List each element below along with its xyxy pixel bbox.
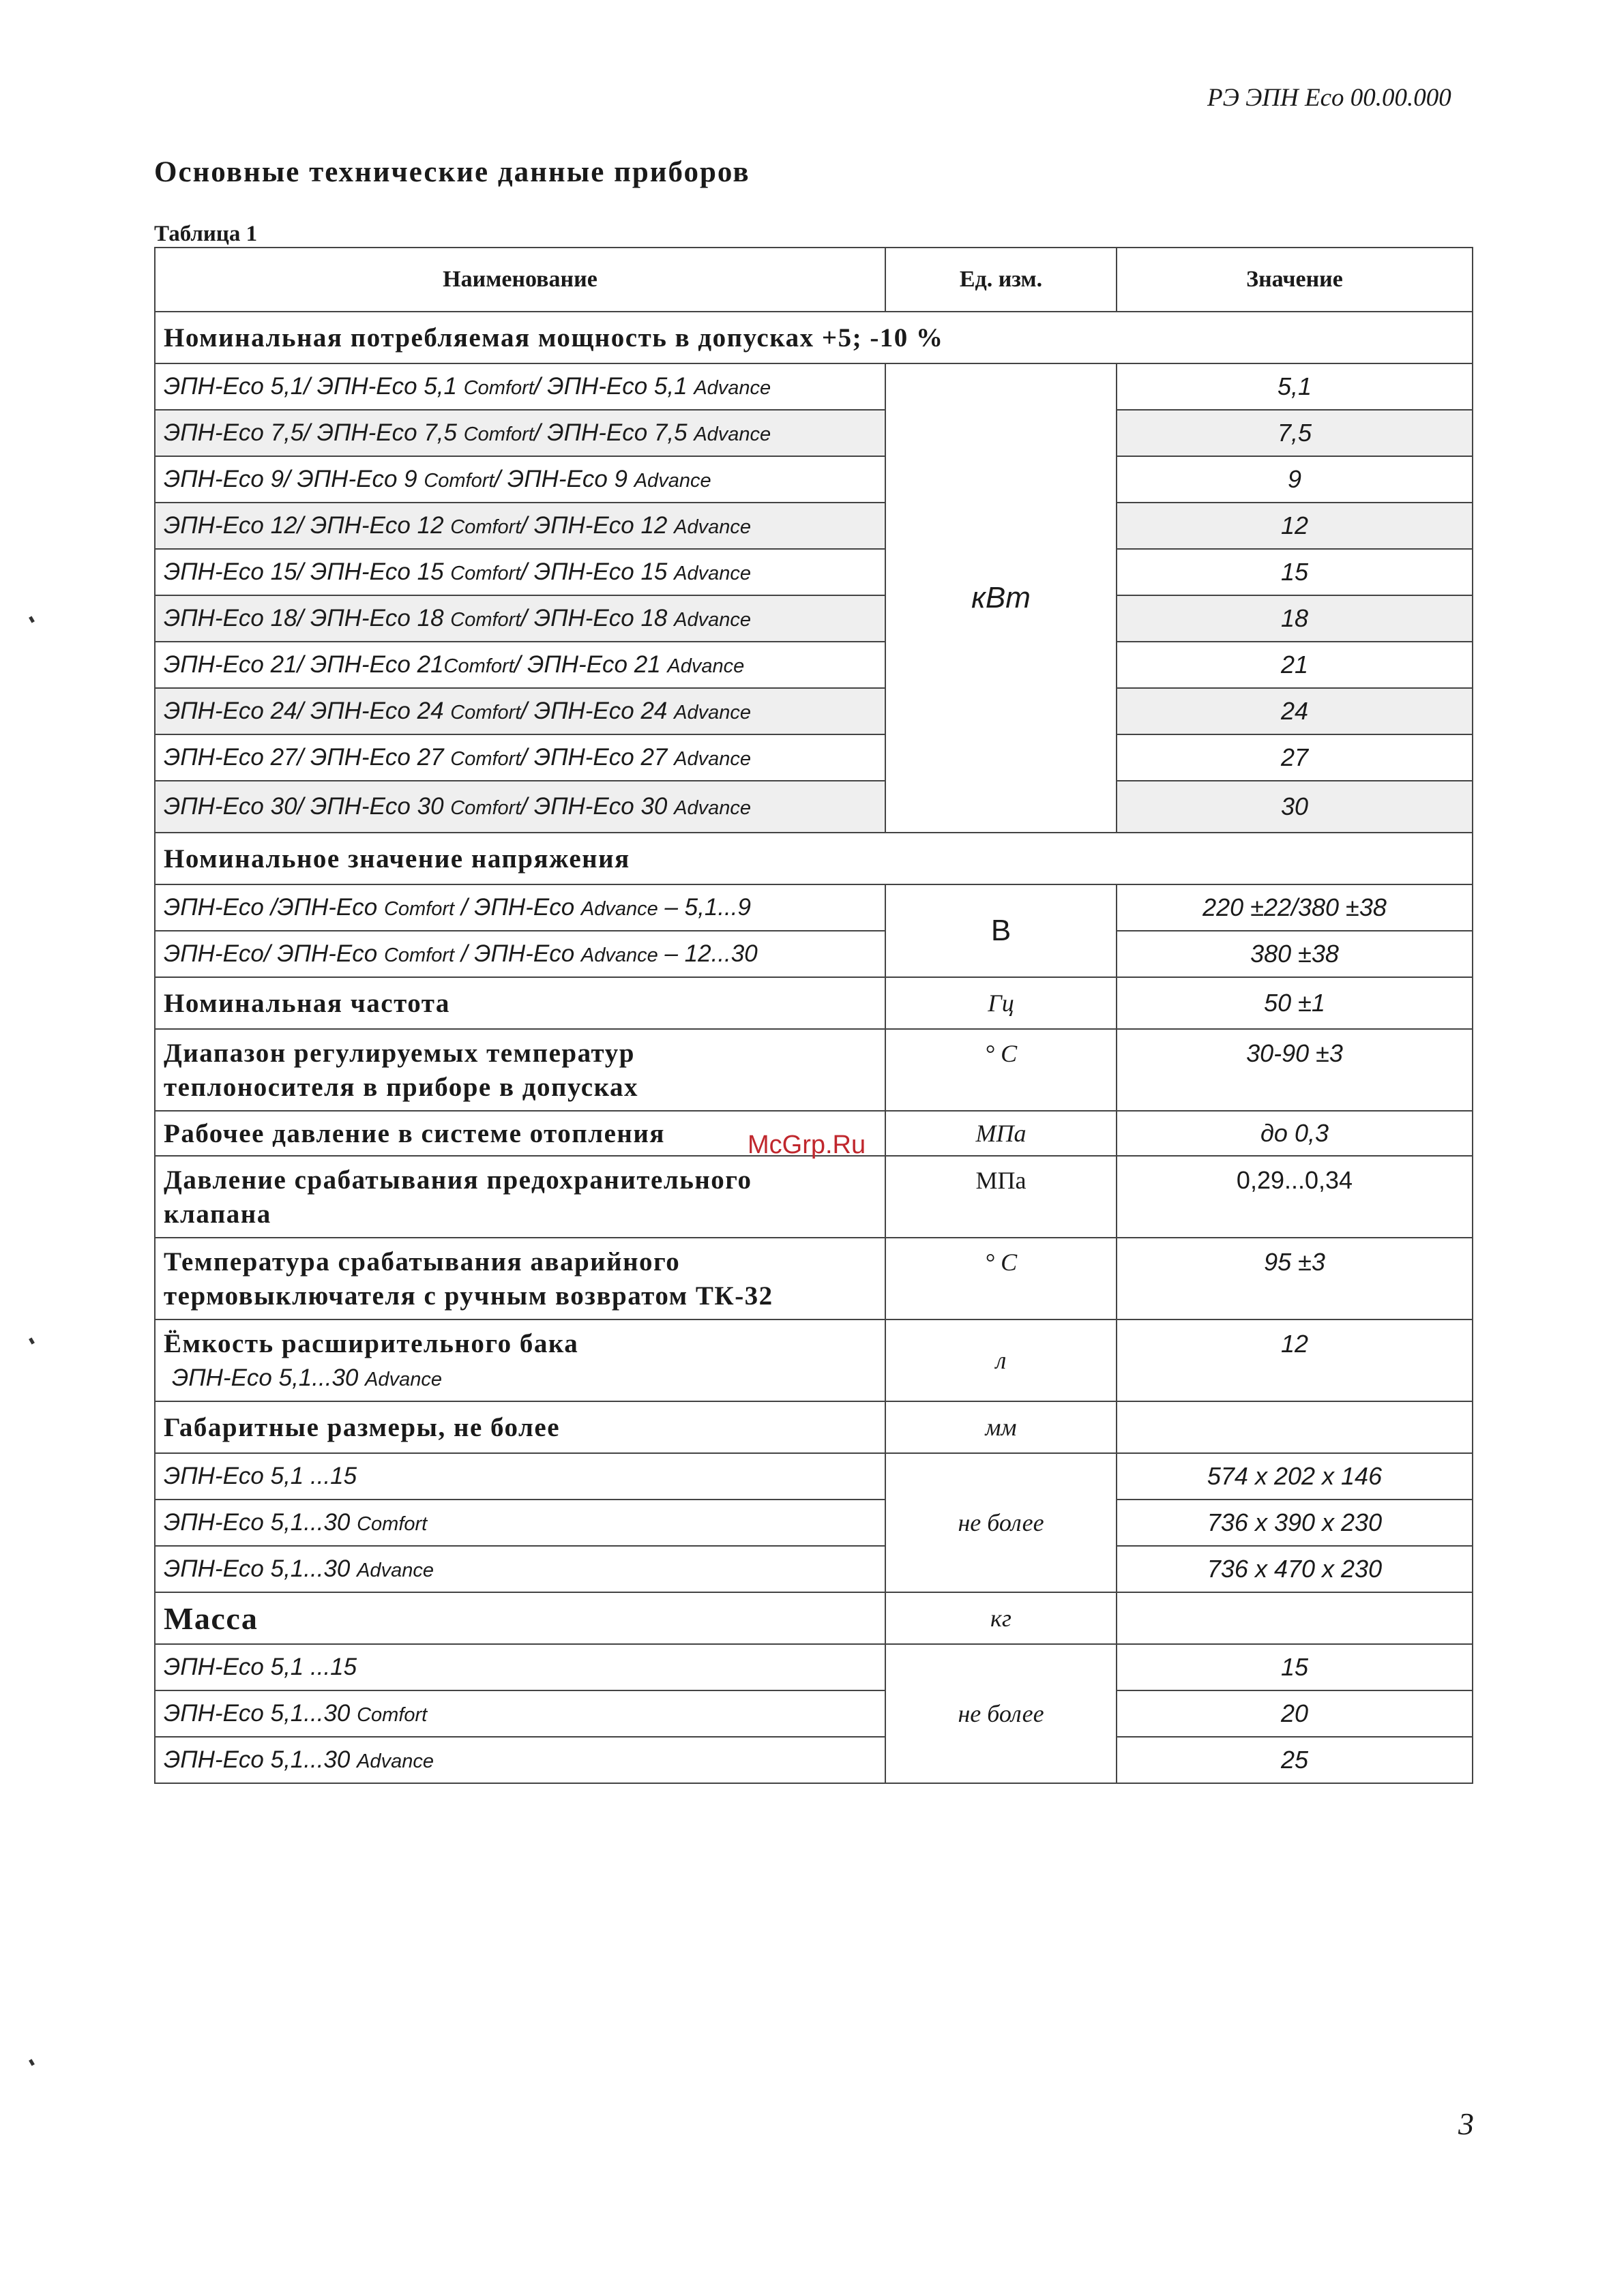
model-name-cell bbox=[155, 503, 885, 549]
model-name-cell bbox=[155, 456, 885, 503]
model-text: ЭПН-Eco 24/ ЭПН-Eco 24 bbox=[164, 698, 451, 724]
model-text: / ЭПН-Eco 21 bbox=[514, 651, 668, 678]
model-suffix: Advance bbox=[674, 797, 751, 819]
model-name-cell bbox=[155, 1737, 885, 1783]
pressure-value: до 0,3 bbox=[1117, 1111, 1473, 1156]
mass-value: 25 bbox=[1117, 1737, 1473, 1783]
dimensions-heading-row bbox=[155, 1401, 1473, 1453]
model-name-cell bbox=[155, 363, 885, 410]
voltage-unit: В bbox=[885, 884, 1117, 977]
power-value: 21 bbox=[1117, 642, 1473, 688]
header-value: Значение bbox=[1117, 248, 1473, 312]
dimensions-value: 736 x 470 x 230 bbox=[1117, 1546, 1473, 1592]
dimensions-row bbox=[155, 1453, 1473, 1500]
voltage-row bbox=[155, 884, 1473, 931]
model-text: ЭПН-Eco 21/ ЭПН-Eco 21 bbox=[164, 651, 444, 678]
model-name-cell bbox=[155, 595, 885, 642]
model-suffix: Advance bbox=[674, 748, 751, 770]
power-row bbox=[155, 734, 1473, 781]
voltage-value: 220 ±22/380 ±38 bbox=[1117, 884, 1473, 931]
tank-model bbox=[164, 1361, 885, 1397]
power-row bbox=[155, 456, 1473, 503]
frequency-label: Номинальная частота bbox=[155, 977, 885, 1029]
model-text: ЭПН-Eco/ ЭПН-Eco bbox=[164, 940, 384, 967]
thermo-row bbox=[155, 1238, 1473, 1320]
thermo-line2: термовыключателя с ручным возвратом ТК-32 bbox=[164, 1281, 773, 1311]
model-text: ЭПН-Eco 30/ ЭПН-Eco 30 bbox=[164, 793, 451, 820]
model-text: / ЭПН-Eco 7,5 bbox=[533, 419, 694, 446]
valve-line2: клапана bbox=[164, 1199, 271, 1229]
model-text: / ЭПН-Eco 24 bbox=[520, 698, 675, 724]
model-text: / ЭПН-Eco bbox=[454, 894, 581, 921]
power-value: 12 bbox=[1117, 503, 1473, 549]
model-text: – 5,1...9 bbox=[658, 894, 751, 921]
header-unit: Ед. изм. bbox=[885, 248, 1117, 312]
model-name-cell bbox=[155, 734, 885, 781]
model-text: ЭПН-Eco 5,1...30 bbox=[164, 1700, 357, 1727]
table-header-row bbox=[155, 248, 1473, 312]
valve-line1: Давление срабатывания предохранительного bbox=[164, 1165, 752, 1195]
model-text: ЭПН-Eco 12/ ЭПН-Eco 12 bbox=[164, 512, 451, 539]
document-code: РЭ ЭПН Eco 00.00.000 bbox=[1207, 84, 1451, 112]
power-row bbox=[155, 642, 1473, 688]
model-text: ЭПН-Eco 5,1 ...15 bbox=[164, 1463, 357, 1489]
frequency-value: 50 ±1 bbox=[1117, 977, 1473, 1029]
model-suffix: Advance bbox=[667, 655, 745, 677]
model-text: ЭПН-Eco 15/ ЭПН-Eco 15 bbox=[164, 558, 451, 585]
power-value: 30 bbox=[1117, 781, 1473, 833]
valve-row bbox=[155, 1156, 1473, 1238]
model-text: ЭПН-Eco /ЭПН-Eco bbox=[164, 894, 384, 921]
frequency-row bbox=[155, 977, 1473, 1029]
model-text: / ЭПН-Eco bbox=[454, 940, 581, 967]
model-text: ЭПН-Eco 5,1...30 bbox=[164, 1509, 357, 1536]
power-rows bbox=[155, 363, 1473, 833]
model-suffix: Comfort bbox=[463, 423, 534, 445]
dimensions-value: 736 x 390 x 230 bbox=[1117, 1500, 1473, 1546]
model-text: ЭПН-Eco 9/ ЭПН-Eco 9 bbox=[164, 466, 424, 492]
model-suffix: Comfort bbox=[357, 1513, 428, 1535]
model-name-cell bbox=[155, 1644, 885, 1690]
model-suffix: Comfort bbox=[450, 748, 521, 770]
model-name-cell bbox=[155, 884, 885, 931]
model-name-cell bbox=[155, 642, 885, 688]
model-name-cell bbox=[155, 688, 885, 734]
model-name-cell bbox=[155, 1453, 885, 1500]
voltage-heading: Номинальное значение напряжения bbox=[155, 833, 1473, 884]
model-suffix: Comfort bbox=[450, 797, 521, 819]
model-text: / ЭПН-Eco 18 bbox=[520, 605, 675, 631]
model-text: / ЭПН-Eco 5,1 bbox=[533, 373, 694, 400]
dimensions-row bbox=[155, 1546, 1473, 1592]
power-unit: кВт bbox=[885, 363, 1117, 833]
voltage-rows bbox=[155, 884, 1473, 977]
power-value: 24 bbox=[1117, 688, 1473, 734]
dimensions-sub-unit: не более bbox=[885, 1453, 1117, 1592]
tank-model-name: ЭПН-Eco 5,1...30 bbox=[172, 1365, 366, 1391]
model-suffix: Comfort bbox=[443, 655, 514, 677]
model-suffix: Advance bbox=[674, 563, 751, 584]
model-suffix: Advance bbox=[674, 516, 751, 538]
power-value: 27 bbox=[1117, 734, 1473, 781]
temp-range-label bbox=[155, 1029, 885, 1111]
mass-value: 20 bbox=[1117, 1690, 1473, 1737]
power-heading-row bbox=[155, 312, 1473, 363]
voltage-row bbox=[155, 931, 1473, 977]
model-suffix: Comfort bbox=[424, 470, 494, 492]
thermo-label bbox=[155, 1238, 885, 1320]
model-name-cell bbox=[155, 1500, 885, 1546]
scan-speck bbox=[29, 616, 35, 623]
dimensions-row bbox=[155, 1500, 1473, 1546]
thermo-line1: Температура срабатывания аварийного bbox=[164, 1247, 681, 1277]
pressure-label: Рабочее давление в системе отопления bbox=[155, 1111, 885, 1156]
model-name-cell bbox=[155, 1546, 885, 1592]
model-text: – 12...30 bbox=[658, 940, 758, 967]
model-text: / ЭПН-Eco 15 bbox=[520, 558, 675, 585]
model-name-cell bbox=[155, 781, 885, 833]
model-suffix: Advance bbox=[694, 423, 771, 445]
model-name-cell bbox=[155, 931, 885, 977]
valve-value: 0,29...0,34 bbox=[1117, 1156, 1473, 1238]
model-suffix: Advance bbox=[674, 702, 751, 724]
model-name-cell bbox=[155, 1690, 885, 1737]
mass-unit: кг bbox=[885, 1592, 1117, 1644]
model-text: / ЭПН-Eco 9 bbox=[494, 466, 634, 492]
model-text: ЭПН-Eco 5,1 ...15 bbox=[164, 1654, 357, 1680]
mass-empty bbox=[1117, 1592, 1473, 1644]
tank-model-suffix: Advance bbox=[365, 1369, 442, 1390]
power-value: 9 bbox=[1117, 456, 1473, 503]
mass-value: 15 bbox=[1117, 1644, 1473, 1690]
dimensions-value: 574 x 202 x 146 bbox=[1117, 1453, 1473, 1500]
model-suffix: Comfort bbox=[450, 702, 521, 724]
model-suffix: Comfort bbox=[357, 1704, 428, 1726]
tank-value: 12 bbox=[1117, 1320, 1473, 1401]
tank-row bbox=[155, 1320, 1473, 1401]
model-text: ЭПН-Eco 5,1...30 bbox=[164, 1746, 357, 1773]
mass-row bbox=[155, 1644, 1473, 1690]
temp-range-row bbox=[155, 1029, 1473, 1111]
power-row bbox=[155, 549, 1473, 595]
voltage-heading-row bbox=[155, 833, 1473, 884]
model-suffix: Comfort bbox=[450, 609, 521, 631]
power-value: 5,1 bbox=[1117, 363, 1473, 410]
model-suffix: Advance bbox=[357, 1560, 434, 1581]
header-name: Наименование bbox=[155, 248, 885, 312]
model-suffix: Comfort bbox=[450, 563, 521, 584]
mass-heading-row bbox=[155, 1592, 1473, 1644]
model-text: ЭПН-Eco 7,5/ ЭПН-Eco 7,5 bbox=[164, 419, 464, 446]
model-text: / ЭПН-Eco 27 bbox=[520, 744, 675, 771]
frequency-unit: Гц bbox=[885, 977, 1117, 1029]
power-row bbox=[155, 363, 1473, 410]
model-text: ЭПН-Eco 18/ ЭПН-Eco 18 bbox=[164, 605, 451, 631]
pressure-unit: МПа bbox=[885, 1111, 1117, 1156]
spec-table bbox=[154, 247, 1473, 1784]
power-row bbox=[155, 595, 1473, 642]
mass-sub-unit: не более bbox=[885, 1644, 1117, 1783]
model-text: ЭПН-Eco 5,1/ ЭПН-Eco 5,1 bbox=[164, 373, 464, 400]
power-value: 15 bbox=[1117, 549, 1473, 595]
scan-speck bbox=[29, 1337, 35, 1344]
dimensions-heading: Габаритные размеры, не более bbox=[155, 1401, 885, 1453]
model-text: / ЭПН-Eco 12 bbox=[520, 512, 675, 539]
model-suffix: Comfort bbox=[383, 944, 455, 966]
mass-rows bbox=[155, 1644, 1473, 1783]
model-suffix: Comfort bbox=[383, 898, 455, 920]
model-suffix: Advance bbox=[580, 944, 658, 966]
dimensions-rows bbox=[155, 1453, 1473, 1592]
temp-range-line2: теплоносителя в приборе в допусках bbox=[164, 1073, 638, 1102]
power-value: 18 bbox=[1117, 595, 1473, 642]
model-suffix: Comfort bbox=[450, 516, 521, 538]
model-text: ЭПН-Eco 5,1...30 bbox=[164, 1555, 357, 1582]
thermo-unit: ° C bbox=[885, 1238, 1117, 1320]
table-label: Таблица 1 bbox=[154, 222, 258, 246]
thermo-value: 95 ±3 bbox=[1117, 1238, 1473, 1320]
model-suffix: Advance bbox=[357, 1750, 434, 1772]
power-value: 7,5 bbox=[1117, 410, 1473, 456]
power-row bbox=[155, 688, 1473, 734]
model-name-cell bbox=[155, 410, 885, 456]
scan-speck bbox=[29, 2059, 35, 2066]
valve-unit: МПа bbox=[885, 1156, 1117, 1238]
model-name-cell bbox=[155, 549, 885, 595]
dimensions-empty bbox=[1117, 1401, 1473, 1453]
model-suffix: Advance bbox=[580, 898, 658, 920]
valve-label bbox=[155, 1156, 885, 1238]
temp-range-unit: ° C bbox=[885, 1029, 1117, 1111]
page-title: Основные технические данные приборов bbox=[154, 156, 750, 188]
power-row bbox=[155, 503, 1473, 549]
power-row bbox=[155, 781, 1473, 833]
model-suffix: Advance bbox=[634, 470, 711, 492]
tank-unit: л bbox=[885, 1320, 1117, 1401]
page-number: 3 bbox=[1458, 2106, 1474, 2141]
watermark: McGrp.Ru bbox=[748, 1131, 866, 1159]
model-suffix: Advance bbox=[694, 377, 771, 399]
temp-range-line1: Диапазон регулируемых температур bbox=[164, 1039, 635, 1068]
model-suffix: Comfort bbox=[463, 377, 534, 399]
tank-line1: Ёмкость расширительного бака bbox=[164, 1329, 579, 1358]
mass-row bbox=[155, 1737, 1473, 1783]
temp-range-value: 30-90 ±3 bbox=[1117, 1029, 1473, 1111]
voltage-value: 380 ±38 bbox=[1117, 931, 1473, 977]
power-heading: Номинальная потребляемая мощность в допусках +5; -10 % bbox=[155, 312, 1473, 363]
model-text: / ЭПН-Eco 30 bbox=[520, 793, 675, 820]
mass-heading: Масса bbox=[155, 1592, 885, 1644]
tank-label bbox=[155, 1320, 885, 1401]
model-text: ЭПН-Eco 27/ ЭПН-Eco 27 bbox=[164, 744, 451, 771]
model-suffix: Advance bbox=[674, 609, 751, 631]
dimensions-unit: мм bbox=[885, 1401, 1117, 1453]
power-row bbox=[155, 410, 1473, 456]
mass-row bbox=[155, 1690, 1473, 1737]
